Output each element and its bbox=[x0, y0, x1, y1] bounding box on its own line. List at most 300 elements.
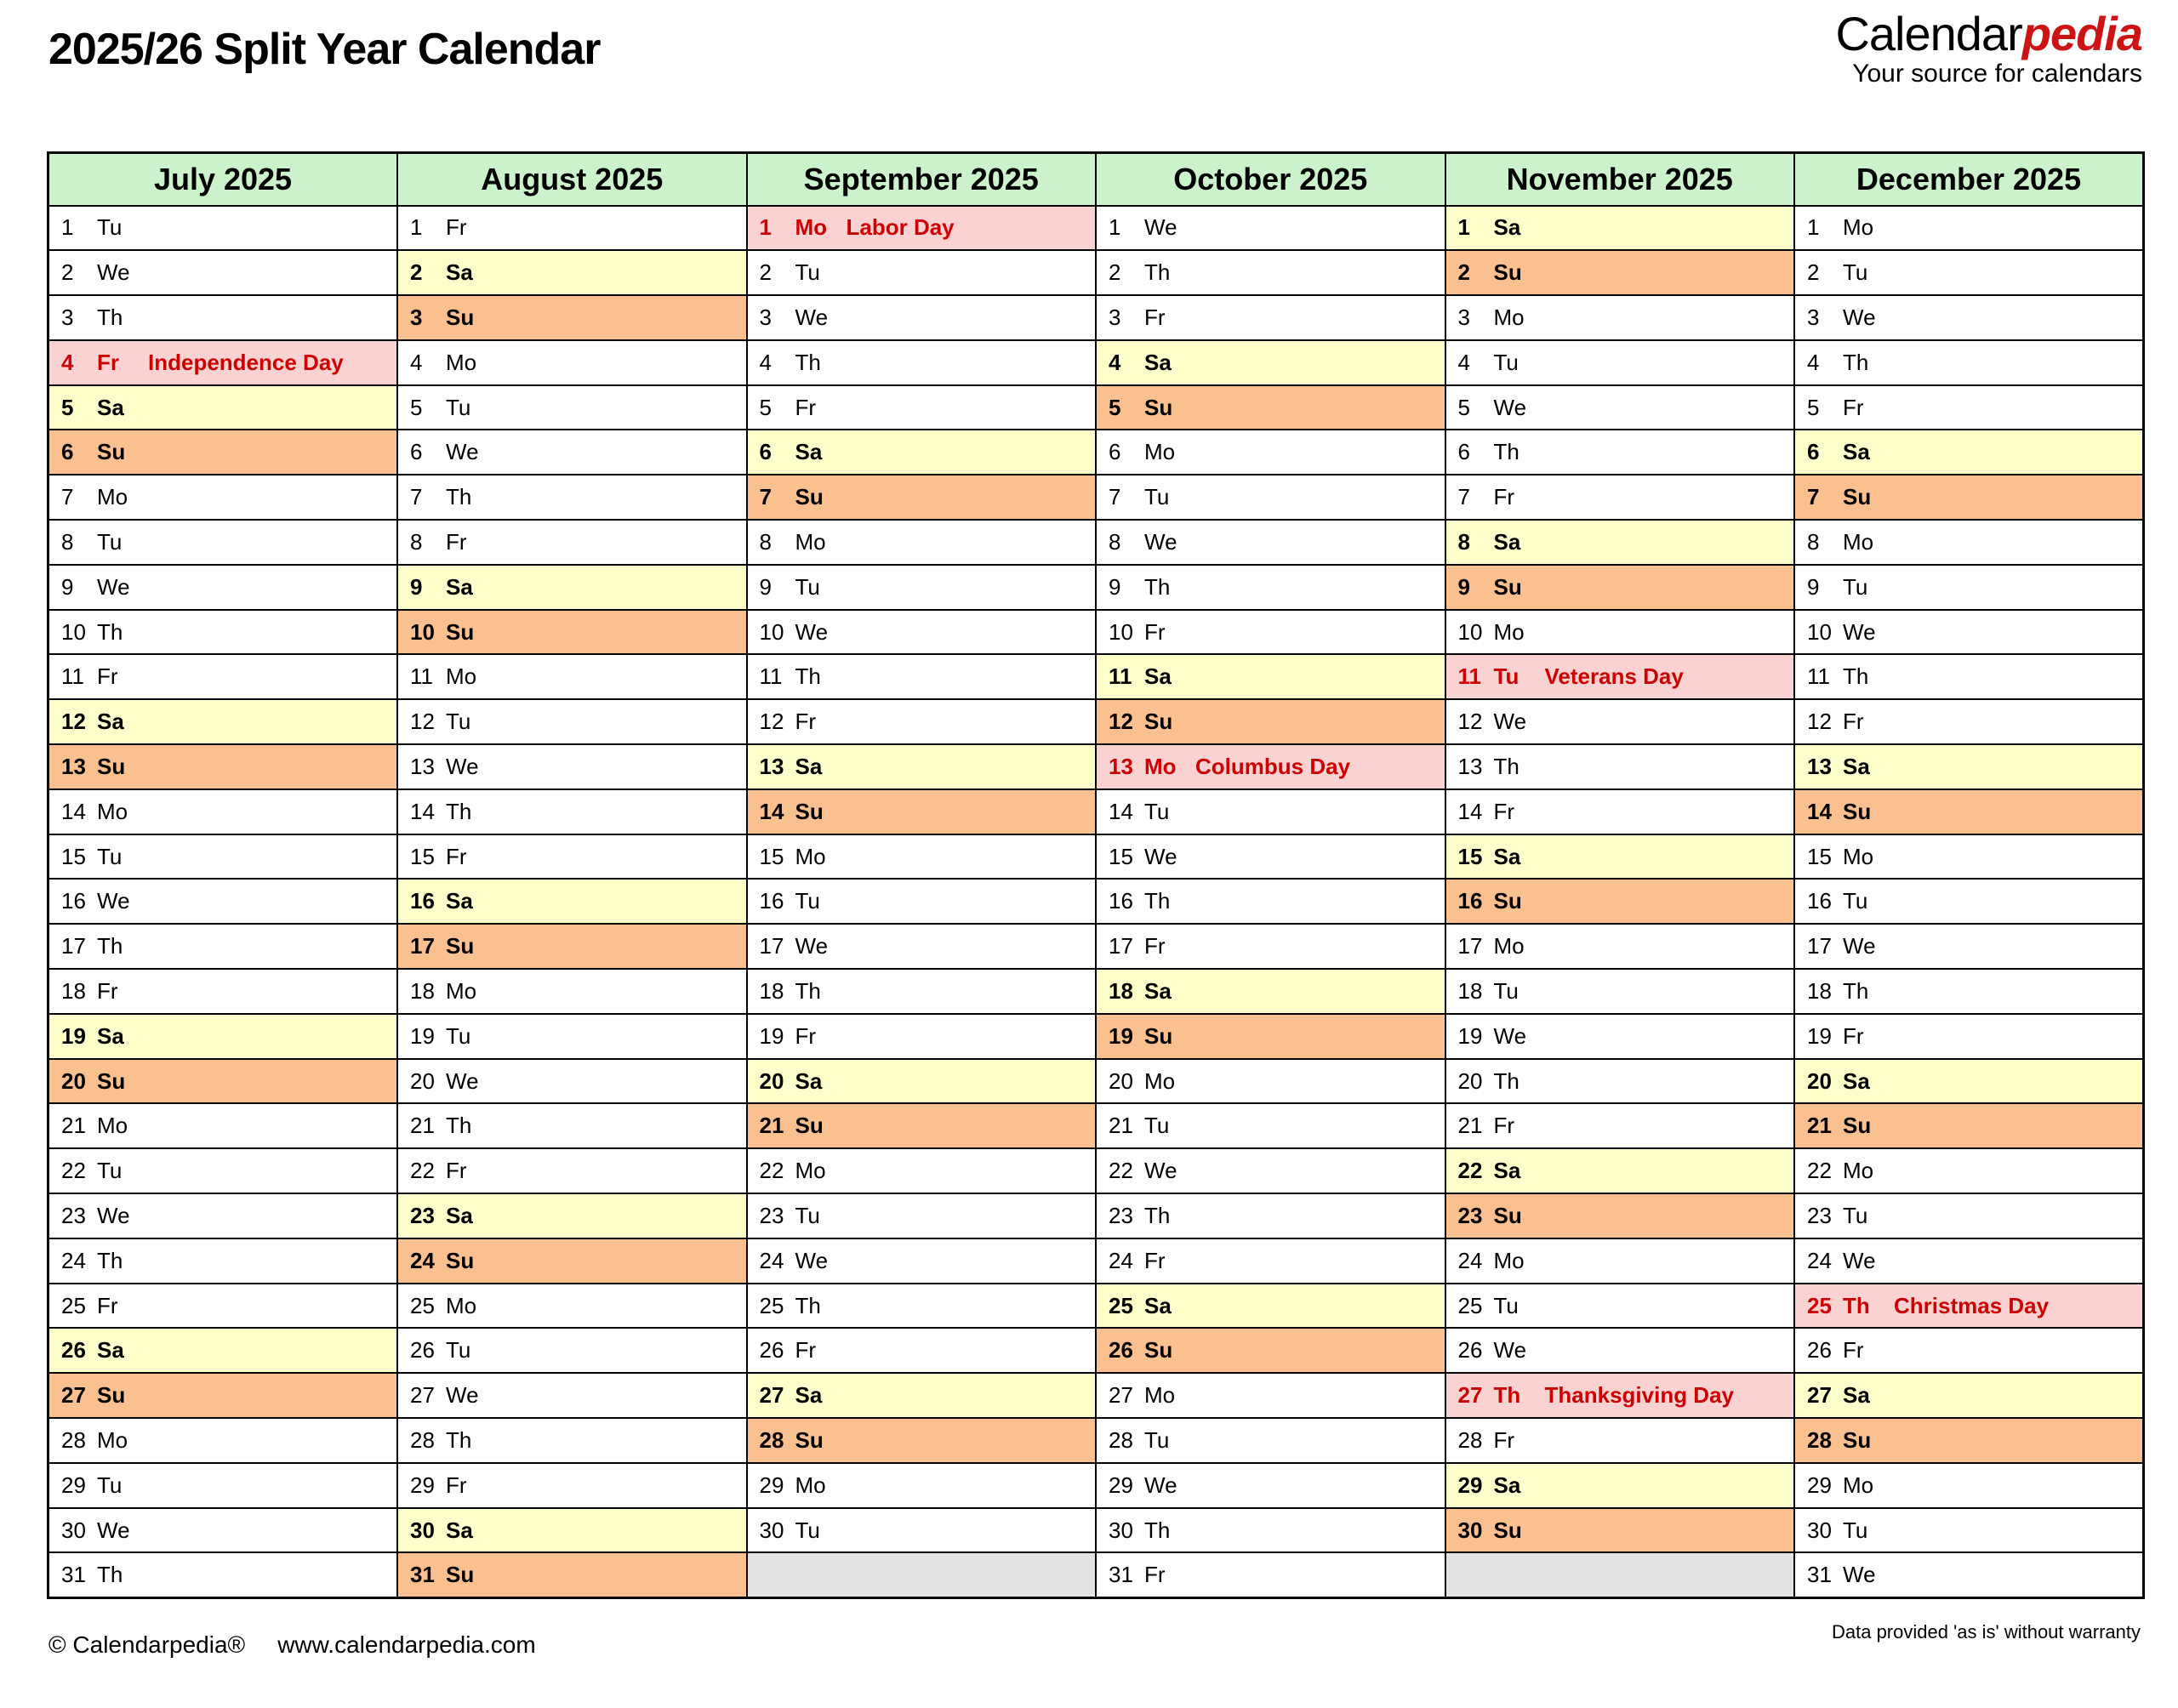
day-number: 26 bbox=[1109, 1337, 1133, 1364]
day-weekday: Sa bbox=[1843, 1382, 1870, 1409]
day-number: 26 bbox=[1457, 1337, 1483, 1364]
day-weekday: Th bbox=[795, 663, 821, 690]
day-number: 9 bbox=[410, 573, 423, 600]
day-weekday: Su bbox=[795, 484, 824, 510]
day-number: 15 bbox=[1807, 843, 1832, 869]
day-weekday: Fr bbox=[1843, 709, 1864, 735]
day-weekday: Th bbox=[1493, 1382, 1521, 1409]
day-weekday: Su bbox=[1144, 1337, 1173, 1364]
day-number: 23 bbox=[759, 1202, 784, 1228]
day-number: 25 bbox=[759, 1292, 784, 1318]
day-number: 14 bbox=[1807, 798, 1832, 824]
day-cell bbox=[48, 520, 398, 565]
day-weekday: Su bbox=[97, 753, 126, 779]
day-number: 5 bbox=[410, 394, 423, 420]
day-weekday: Su bbox=[446, 1562, 475, 1588]
day-weekday: Th bbox=[97, 304, 123, 330]
day-cell bbox=[48, 1193, 398, 1238]
day-cell bbox=[48, 1238, 398, 1284]
day-number: 16 bbox=[1807, 888, 1832, 914]
day-cell bbox=[1445, 1328, 1795, 1373]
day-cell bbox=[397, 1552, 747, 1597]
day-cell bbox=[48, 1284, 398, 1329]
day-cell bbox=[1096, 654, 1445, 699]
day-cell bbox=[48, 250, 398, 295]
day-weekday: Th bbox=[1843, 1292, 1870, 1318]
day-weekday: Mo bbox=[1144, 753, 1177, 779]
day-cell bbox=[48, 1508, 398, 1553]
day-cell bbox=[48, 1059, 398, 1104]
day-cell bbox=[48, 654, 398, 699]
day-weekday: Tu bbox=[1144, 798, 1170, 824]
month-header: July 2025 bbox=[48, 153, 398, 206]
day-number: 23 bbox=[410, 1202, 435, 1228]
day-cell bbox=[1445, 1418, 1795, 1463]
day-cell bbox=[48, 475, 398, 520]
brand-logo bbox=[1835, 7, 2142, 88]
day-number: 8 bbox=[1457, 528, 1470, 555]
day-cell bbox=[1096, 1014, 1445, 1059]
day-weekday: Sa bbox=[1144, 1292, 1172, 1318]
day-weekday: Mo bbox=[795, 528, 826, 555]
day-number: 10 bbox=[1807, 618, 1832, 645]
day-cell bbox=[397, 699, 747, 744]
day-weekday: Fr bbox=[1843, 1022, 1864, 1049]
day-number: 11 bbox=[1807, 663, 1830, 690]
day-number: 5 bbox=[1807, 394, 1820, 420]
footer-copyright: © Calendarpedia® bbox=[48, 1631, 246, 1658]
day-number: 25 bbox=[61, 1292, 86, 1318]
day-cell bbox=[397, 340, 747, 385]
day-weekday: Tu bbox=[1493, 1292, 1519, 1318]
day-cell bbox=[397, 1418, 747, 1463]
day-cell bbox=[1445, 385, 1795, 430]
day-number: 14 bbox=[1457, 798, 1483, 824]
day-weekday: Fr bbox=[446, 214, 467, 241]
day-weekday: Mo bbox=[446, 663, 477, 690]
day-number: 2 bbox=[1457, 259, 1470, 286]
day-number: 28 bbox=[410, 1426, 435, 1453]
brand-name-black: Calendar bbox=[1835, 7, 2022, 60]
day-number: 5 bbox=[1457, 394, 1470, 420]
day-weekday: Fr bbox=[795, 709, 817, 735]
day-weekday: Su bbox=[1493, 1202, 1522, 1228]
day-cell bbox=[747, 430, 1097, 475]
day-number: 15 bbox=[759, 843, 784, 869]
day-weekday: Fr bbox=[446, 1472, 467, 1498]
day-weekday: Th bbox=[1144, 259, 1171, 286]
day-weekday: Mo bbox=[1493, 933, 1525, 959]
day-weekday: Tu bbox=[795, 1202, 820, 1228]
day-weekday: Sa bbox=[795, 753, 823, 779]
day-number: 11 bbox=[759, 663, 783, 690]
day-weekday: Fr bbox=[1144, 304, 1166, 330]
day-number: 30 bbox=[410, 1517, 435, 1543]
day-weekday: Th bbox=[446, 1426, 472, 1453]
day-weekday: Th bbox=[1144, 888, 1171, 914]
day-number: 18 bbox=[61, 977, 86, 1004]
day-number: 21 bbox=[1457, 1113, 1483, 1139]
day-weekday: Th bbox=[1144, 1517, 1171, 1543]
day-number: 7 bbox=[1109, 484, 1121, 510]
day-cell bbox=[397, 1328, 747, 1373]
day-number: 23 bbox=[1457, 1202, 1483, 1228]
day-number: 13 bbox=[61, 753, 86, 779]
day-number: 9 bbox=[61, 573, 74, 600]
day-cell bbox=[1445, 340, 1795, 385]
day-cell bbox=[1445, 699, 1795, 744]
day-number: 16 bbox=[759, 888, 784, 914]
day-cell bbox=[397, 924, 747, 969]
day-cell bbox=[1794, 206, 2144, 251]
day-weekday: Mo bbox=[97, 484, 128, 510]
day-number: 1 bbox=[410, 214, 423, 241]
day-number: 18 bbox=[1807, 977, 1832, 1004]
day-number: 8 bbox=[61, 528, 74, 555]
day-cell bbox=[1794, 475, 2144, 520]
day-cell bbox=[1794, 385, 2144, 430]
day-cell bbox=[747, 1193, 1097, 1238]
day-weekday: We bbox=[1843, 618, 1876, 645]
day-weekday: Tu bbox=[1144, 1113, 1170, 1139]
day-weekday: We bbox=[446, 439, 479, 465]
day-cell bbox=[1096, 1328, 1445, 1373]
day-weekday: Tu bbox=[1493, 349, 1519, 375]
day-cell bbox=[48, 1148, 398, 1193]
day-weekday: Mo bbox=[1493, 618, 1525, 645]
day-number: 10 bbox=[759, 618, 784, 645]
day-number: 3 bbox=[410, 304, 423, 330]
day-cell bbox=[397, 1193, 747, 1238]
day-cell bbox=[1096, 475, 1445, 520]
day-weekday: Fr bbox=[1843, 1337, 1864, 1364]
day-weekday: Mo bbox=[1843, 214, 1874, 241]
day-cell bbox=[397, 1284, 747, 1329]
day-number: 21 bbox=[410, 1113, 435, 1139]
day-number: 1 bbox=[1807, 214, 1820, 241]
day-weekday: Sa bbox=[446, 888, 473, 914]
page-title: 2025/26 Split Year Calendar bbox=[48, 25, 601, 74]
day-cell bbox=[397, 789, 747, 834]
day-cell bbox=[1794, 1148, 2144, 1193]
day-cell bbox=[747, 1059, 1097, 1104]
day-weekday: Mo bbox=[1144, 1382, 1176, 1409]
day-cell bbox=[397, 1148, 747, 1193]
day-cell bbox=[747, 699, 1097, 744]
day-cell bbox=[48, 385, 398, 430]
day-cell bbox=[747, 1148, 1097, 1193]
day-cell bbox=[747, 1463, 1097, 1508]
day-cell bbox=[747, 565, 1097, 610]
day-cell bbox=[1445, 1373, 1795, 1418]
day-weekday: Sa bbox=[97, 394, 124, 420]
day-cell bbox=[1794, 520, 2144, 565]
day-number: 20 bbox=[1457, 1068, 1483, 1094]
day-cell bbox=[1445, 1508, 1795, 1553]
day-number: 18 bbox=[759, 977, 784, 1004]
day-number: 15 bbox=[1109, 843, 1133, 869]
day-number: 26 bbox=[1807, 1337, 1832, 1364]
day-cell bbox=[1794, 744, 2144, 789]
day-weekday: Fr bbox=[795, 394, 817, 420]
day-number: 7 bbox=[759, 484, 772, 510]
day-weekday: Sa bbox=[795, 1382, 823, 1409]
day-number: 27 bbox=[61, 1382, 86, 1409]
day-weekday: We bbox=[97, 1202, 130, 1228]
day-weekday: Su bbox=[97, 1382, 126, 1409]
day-cell bbox=[1096, 1148, 1445, 1193]
day-weekday: Sa bbox=[1493, 1158, 1521, 1184]
day-number: 12 bbox=[1807, 709, 1832, 735]
day-cell bbox=[1096, 1418, 1445, 1463]
day-weekday: Sa bbox=[795, 439, 823, 465]
day-number: 2 bbox=[759, 259, 772, 286]
day-weekday: Th bbox=[1843, 349, 1869, 375]
day-number: 14 bbox=[61, 798, 86, 824]
day-cell bbox=[397, 1103, 747, 1148]
day-number: 19 bbox=[61, 1022, 86, 1049]
day-cell bbox=[48, 744, 398, 789]
day-cell bbox=[397, 250, 747, 295]
day-number: 20 bbox=[61, 1068, 86, 1094]
month-header: December 2025 bbox=[1794, 153, 2144, 206]
day-cell bbox=[1096, 1552, 1445, 1597]
day-weekday: Sa bbox=[446, 259, 473, 286]
day-weekday: Fr bbox=[1144, 933, 1166, 959]
day-cell bbox=[397, 610, 747, 655]
day-number: 4 bbox=[410, 349, 423, 375]
day-weekday: Fr bbox=[1144, 618, 1166, 645]
day-number: 30 bbox=[1807, 1517, 1832, 1543]
day-number: 27 bbox=[410, 1382, 435, 1409]
day-weekday: Mo bbox=[446, 1292, 477, 1318]
day-cell bbox=[747, 1103, 1097, 1148]
day-weekday: We bbox=[1144, 214, 1177, 241]
day-number: 8 bbox=[1109, 528, 1121, 555]
day-cell bbox=[1096, 1103, 1445, 1148]
day-number: 9 bbox=[1807, 573, 1820, 600]
day-weekday: Fr bbox=[97, 663, 118, 690]
month-header: August 2025 bbox=[397, 153, 747, 206]
day-number: 2 bbox=[61, 259, 74, 286]
day-cell bbox=[48, 1103, 398, 1148]
day-weekday: Su bbox=[1493, 1517, 1522, 1543]
day-cell bbox=[1794, 924, 2144, 969]
day-cell bbox=[1794, 1552, 2144, 1597]
day-cell bbox=[48, 834, 398, 880]
day-number: 10 bbox=[1109, 618, 1133, 645]
day-weekday: Fr bbox=[1493, 1113, 1515, 1139]
day-number: 3 bbox=[759, 304, 772, 330]
day-cell bbox=[747, 654, 1097, 699]
day-weekday: Fr bbox=[1144, 1247, 1166, 1273]
day-number: 17 bbox=[1807, 933, 1832, 959]
day-number: 4 bbox=[1807, 349, 1820, 375]
day-weekday: Tu bbox=[795, 259, 820, 286]
day-cell bbox=[1794, 1014, 2144, 1059]
day-weekday: Tu bbox=[97, 843, 123, 869]
day-cell bbox=[747, 1508, 1097, 1553]
day-weekday: Su bbox=[97, 439, 126, 465]
holiday-label: Veterans Day bbox=[1544, 663, 1684, 690]
day-number: 16 bbox=[1457, 888, 1483, 914]
day-weekday: Su bbox=[1493, 259, 1522, 286]
day-weekday: Mo bbox=[97, 798, 128, 824]
day-weekday: We bbox=[446, 753, 479, 779]
day-weekday: Sa bbox=[1843, 753, 1870, 779]
day-weekday: Su bbox=[97, 1068, 126, 1094]
day-number: 25 bbox=[1457, 1292, 1483, 1318]
day-weekday: Tu bbox=[795, 888, 820, 914]
day-cell bbox=[747, 206, 1097, 251]
day-weekday: Th bbox=[1144, 573, 1171, 600]
day-cell bbox=[397, 206, 747, 251]
day-number: 28 bbox=[1807, 1426, 1832, 1453]
day-number: 29 bbox=[1109, 1472, 1133, 1498]
day-cell bbox=[1096, 834, 1445, 880]
day-cell bbox=[397, 385, 747, 430]
day-weekday: Th bbox=[446, 798, 472, 824]
day-weekday: We bbox=[1843, 1247, 1876, 1273]
day-number: 22 bbox=[759, 1158, 784, 1184]
day-weekday: Sa bbox=[97, 1022, 124, 1049]
day-cell bbox=[397, 1238, 747, 1284]
day-cell bbox=[1445, 789, 1795, 834]
holiday-label: Christmas Day bbox=[1894, 1292, 2050, 1318]
day-cell bbox=[1445, 834, 1795, 880]
day-number: 2 bbox=[410, 259, 423, 286]
day-number: 2 bbox=[1807, 259, 1820, 286]
day-number: 22 bbox=[1457, 1158, 1483, 1184]
day-weekday: Mo bbox=[1843, 528, 1874, 555]
day-cell bbox=[397, 475, 747, 520]
day-number: 9 bbox=[1457, 573, 1470, 600]
day-weekday: Tu bbox=[446, 1022, 471, 1049]
day-weekday: Tu bbox=[1843, 1202, 1868, 1228]
day-number: 29 bbox=[61, 1472, 86, 1498]
day-weekday: Th bbox=[1493, 439, 1519, 465]
day-cell bbox=[397, 295, 747, 340]
brand-name-red: pedia bbox=[2021, 7, 2142, 60]
day-number: 14 bbox=[410, 798, 435, 824]
day-cell bbox=[1096, 1193, 1445, 1238]
day-weekday: Tu bbox=[446, 1337, 471, 1364]
day-cell bbox=[747, 520, 1097, 565]
day-number: 12 bbox=[410, 709, 435, 735]
day-weekday: Sa bbox=[1843, 439, 1870, 465]
day-number: 16 bbox=[1109, 888, 1133, 914]
day-cell bbox=[1096, 1373, 1445, 1418]
holiday-label: Thanksgiving Day bbox=[1544, 1382, 1734, 1409]
day-cell bbox=[747, 834, 1097, 880]
day-weekday: We bbox=[1843, 304, 1876, 330]
day-cell bbox=[1794, 969, 2144, 1014]
day-weekday: We bbox=[1843, 933, 1876, 959]
day-weekday: Su bbox=[446, 933, 475, 959]
day-number: 27 bbox=[1109, 1382, 1133, 1409]
day-number: 19 bbox=[1457, 1022, 1483, 1049]
day-cell bbox=[1794, 1328, 2144, 1373]
day-cell bbox=[397, 879, 747, 924]
day-weekday: Fr bbox=[446, 843, 467, 869]
day-cell bbox=[1445, 654, 1795, 699]
day-number: 4 bbox=[61, 349, 74, 375]
day-cell bbox=[1096, 789, 1445, 834]
day-number: 24 bbox=[1807, 1247, 1832, 1273]
day-number: 12 bbox=[1457, 709, 1483, 735]
day-number: 2 bbox=[1109, 259, 1121, 286]
day-weekday: Sa bbox=[795, 1068, 823, 1094]
day-cell bbox=[397, 654, 747, 699]
day-cell bbox=[48, 565, 398, 610]
day-number: 27 bbox=[1807, 1382, 1832, 1409]
day-cell bbox=[1445, 1238, 1795, 1284]
day-cell bbox=[747, 1014, 1097, 1059]
day-number: 7 bbox=[1457, 484, 1470, 510]
day-cell bbox=[747, 340, 1097, 385]
day-weekday: Th bbox=[1493, 753, 1519, 779]
day-weekday: Su bbox=[795, 1426, 824, 1453]
day-weekday: Tu bbox=[97, 528, 123, 555]
day-cell bbox=[747, 250, 1097, 295]
day-number: 26 bbox=[759, 1337, 784, 1364]
day-number: 29 bbox=[1457, 1472, 1483, 1498]
footer-url[interactable]: www.calendarpedia.com bbox=[277, 1631, 536, 1658]
day-weekday: Su bbox=[795, 1113, 824, 1139]
day-weekday: Su bbox=[1144, 394, 1173, 420]
day-number: 6 bbox=[61, 439, 74, 465]
day-weekday: Tu bbox=[446, 394, 471, 420]
holiday-label: Columbus Day bbox=[1195, 753, 1351, 779]
day-number: 10 bbox=[1457, 618, 1483, 645]
day-weekday: We bbox=[446, 1382, 479, 1409]
day-cell bbox=[1794, 565, 2144, 610]
day-cell bbox=[747, 385, 1097, 430]
day-number: 28 bbox=[61, 1426, 86, 1453]
day-weekday: We bbox=[795, 618, 829, 645]
day-weekday: Th bbox=[795, 1292, 821, 1318]
day-weekday: Fr bbox=[97, 977, 118, 1004]
day-cell bbox=[397, 834, 747, 880]
day-weekday: Fr bbox=[795, 1022, 817, 1049]
day-number: 9 bbox=[759, 573, 772, 600]
day-number: 4 bbox=[1457, 349, 1470, 375]
day-cell bbox=[1096, 969, 1445, 1014]
day-number: 22 bbox=[1109, 1158, 1133, 1184]
day-number: 5 bbox=[1109, 394, 1121, 420]
day-weekday: Mo bbox=[97, 1113, 128, 1139]
day-weekday: Mo bbox=[795, 1472, 826, 1498]
day-weekday: Tu bbox=[795, 1517, 820, 1543]
day-cell bbox=[1445, 1014, 1795, 1059]
day-weekday: Th bbox=[1144, 1202, 1171, 1228]
day-number: 10 bbox=[61, 618, 86, 645]
day-weekday: Tu bbox=[97, 214, 123, 241]
day-number: 17 bbox=[759, 933, 784, 959]
day-number: 15 bbox=[61, 843, 86, 869]
day-number: 24 bbox=[1109, 1247, 1133, 1273]
day-weekday: Mo bbox=[1843, 843, 1874, 869]
day-number: 13 bbox=[759, 753, 784, 779]
day-number: 3 bbox=[1109, 304, 1121, 330]
day-cell bbox=[48, 924, 398, 969]
day-number: 30 bbox=[61, 1517, 86, 1543]
day-number: 11 bbox=[61, 663, 84, 690]
day-number: 24 bbox=[1457, 1247, 1483, 1273]
day-weekday: Fr bbox=[1144, 1562, 1166, 1588]
day-number: 22 bbox=[410, 1158, 435, 1184]
day-weekday: Fr bbox=[446, 528, 467, 555]
